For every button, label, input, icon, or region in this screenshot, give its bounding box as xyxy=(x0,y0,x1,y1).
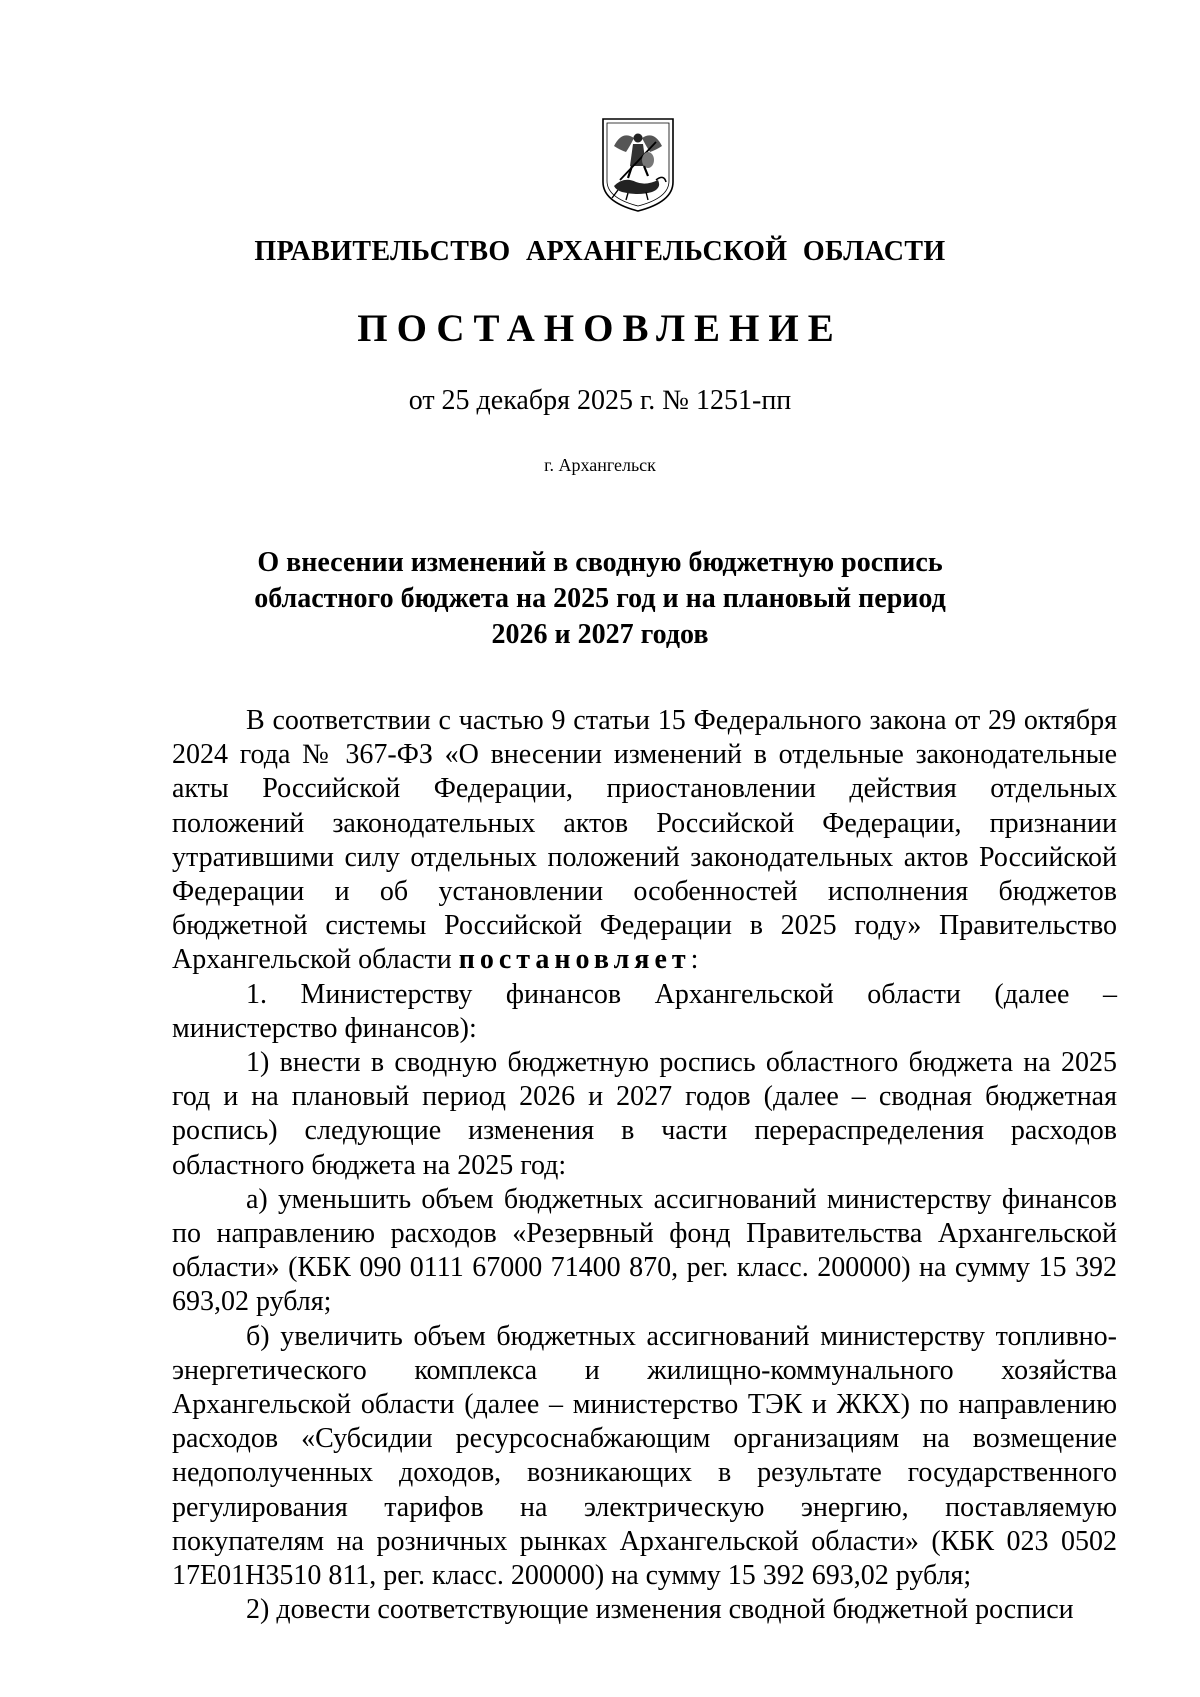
decree-colon: : xyxy=(690,944,699,976)
preamble-paragraph xyxy=(172,704,1117,978)
paragraph-1-subitem-1b: б) увеличить объем бюджетных ассигнований министерству топливно-энергетического комплекса и жилищно-коммунального хозяйства Архангельской области (далее – министерство ТЭК и ЖКХ) по направлению расходов «Субсидии ресурсоснабжающим организациям на возмещение недополученных доходов, возникающих в результате государственного регулирования тарифов на электрическую энергию, поставляемую покупателям на розничных рынках Архангельской области» (КБК 023 0502 17Е01Н3510 811, рег. класс. 200000) на сумму 15 392 693,02 рубля; xyxy=(172,1320,1117,1592)
decree-word: постановляет xyxy=(458,944,691,976)
title-line-1: О внесении изменений в сводную бюджетную роспись xyxy=(257,547,943,578)
coat-of-arms-icon xyxy=(600,116,676,214)
paragraph-1-subitem-2: 2) довести соответствующие изменения сводной бюджетной росписи xyxy=(246,1594,1074,1626)
paragraph-1: 1. Министерству финансов Архангельской области (далее – министерство финансов): xyxy=(172,978,1117,1044)
paragraph-1-subitem-1: 1) внести в сводную бюджетную роспись областного бюджета на 2025 год и на плановый период 2026 и 2027 годов (далее – сводная бюджетная роспись) следующие изменения в части перераспределения расходов областного бюджета на 2025 год: xyxy=(172,1047,1117,1181)
title-line-3: 2026 и 2027 годов xyxy=(491,619,709,650)
organization-name: ПРАВИТЕЛЬСТВО АРХАНГЕЛЬСКОЙ ОБЛАСТИ xyxy=(254,236,946,267)
preamble-text: В соответствии с частью 9 статьи 15 Федерального закона от 29 октября 2024 года № 367-ФЗ «О внесении изменений в отдельные законодательные акты Российской Федерации, приостановлении действия отдельных положений законодательных актов Российской Федерации, признании утратившими силу отдельных положений законодательных актов Российской Федерации и об установлении особенностей исполнения бюджетов бюджетной системы Российской Федерации в 2025 году» Правительство Архангельской области xyxy=(172,705,1117,976)
document-body xyxy=(172,704,1117,1627)
document-type: ПОСТАНОВЛЕНИЕ xyxy=(357,307,843,350)
paragraph-1-subitem-1a: а) уменьшить объем бюджетных ассигнований министерству финансов по направлению расходов «Резервный фонд Правительства Архангельской области» (КБК 090 0111 67000 71400 870, рег. класс. 200000) на сумму 15 392 693,02 рубля; xyxy=(172,1183,1117,1318)
document-date-number: от 25 декабря 2025 г. № 1251-пп xyxy=(408,385,792,416)
document-title xyxy=(0,545,1200,653)
document-city: г. Архангельск xyxy=(544,455,656,475)
title-line-2: областного бюджета на 2025 год и на плановый период xyxy=(254,583,946,614)
